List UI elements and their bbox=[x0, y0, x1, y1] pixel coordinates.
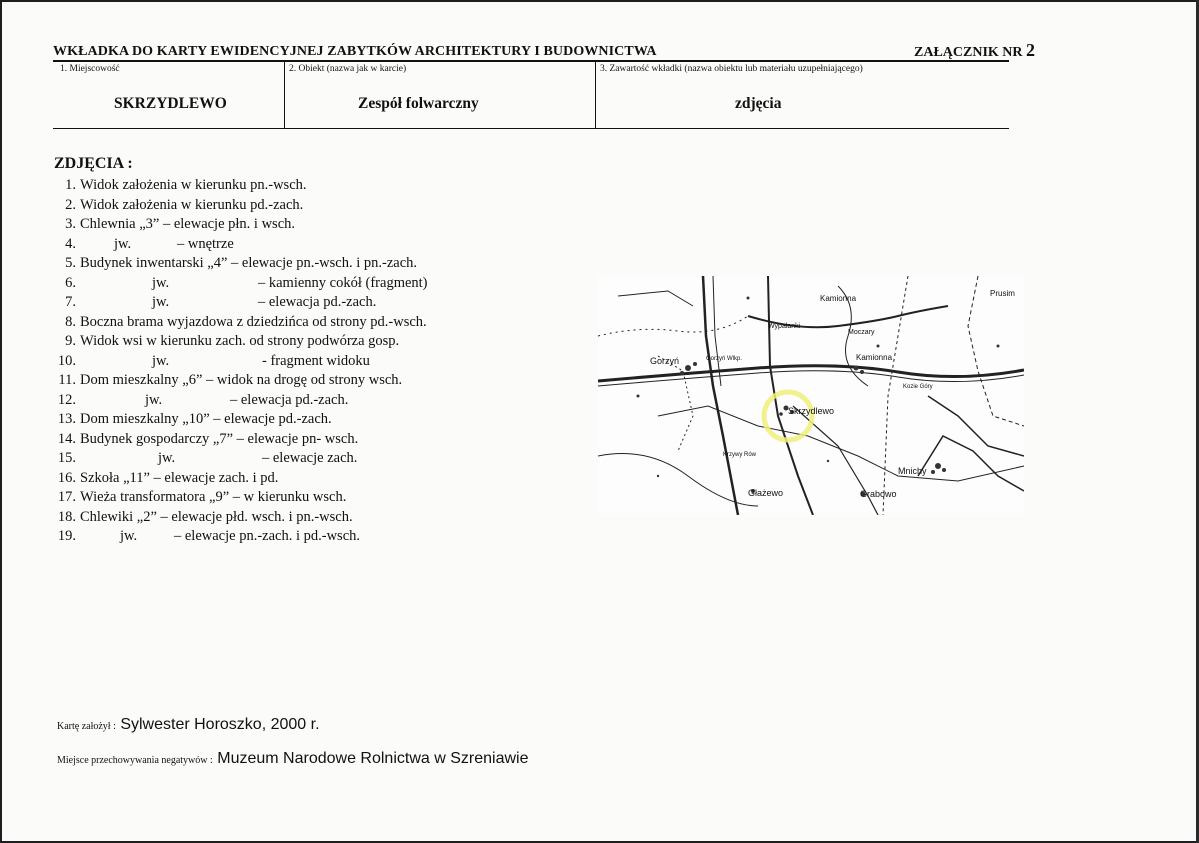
field-value-locality: SKRZYDLEWO bbox=[114, 95, 227, 112]
document-title: WKŁADKA DO KARTY EWIDENCYJNEJ ZABYTKÓW ARCHITEKTURY I BUDOWNICTWA bbox=[53, 44, 657, 59]
section-title: ZDJĘCIA : bbox=[54, 155, 133, 172]
field-label-object: 2. Obiekt (nazwa jak w karcie) bbox=[289, 64, 407, 74]
map-label: Wypalanki bbox=[768, 323, 801, 330]
storage-label: Miejsce przechowywania negatywów : bbox=[57, 755, 213, 766]
map-label: Kamionna bbox=[820, 294, 857, 303]
annex-label-text: ZAŁĄCZNIK NR bbox=[914, 45, 1023, 60]
location-map bbox=[598, 276, 1024, 515]
annex-label bbox=[914, 40, 1035, 61]
map-label: Mnichy bbox=[898, 466, 927, 476]
document-sheet: WKŁADKA DO KARTY EWIDENCYJNEJ ZABYTKÓW ARCHITEKTURY I BUDOWNICTWA ZAŁĄCZNIK NR 2 1. Miejscowość SKRZYDLEWO 2. Obiekt (nazwa jak w karcie) Zespół folwarczny 3. Zawartość wkładki (nazwa obiektu lub materiału uzupełniającego) zdjęcia ZDJĘCIA : 1. Widok założenia w kierunku pn.-wsch. 2. Widok założenia w kierunku pd.-zach. 3. Chlewnia „3” – elewacje płn. i wsch. 4. jw. – wnętrze 5. Budynek inwentarski „4” – elewacje pn.-wsch. i pn.-zach. 6. jw. – kamienny cokół (fragment) 7. jw. – elewacja pd.-zach. 8. Boczna brama wyjazdowa z dziedzińca od strony pd.-wsch. 9. Widok wsi w kierunku zach. od strony podwórza gosp. 10. jw. - fragment widoku 11. Dom mieszkalny „6” – widok na drogę od strony wsch. 12. jw. – elewacja pd.-zach. 13. Dom mieszkalny „10” – elewacje pd.-zach. 14. Budynek gospodarczy „7” – elewacje pn- wsch. 15. jw. – elewacje zach. 16. Szkoła „11” – elewacje zach. i pd. 17. Wieża transformatora „9” – w kierunku wsch. 18. Chlewiki „2” – elewacje płd. wsch. i pn.-wsch. 19. jw. – elewacje pn.-zach. i pd.-wsch. Kamionna Wypalanki Moczary Kamionna Gorzyń Gorzyń Wlkp. Prusim Kozie Góry Skrzydlewo Mnichy Głażewo Grabowo Krzywy Rów Kartę założył : Sylwester Horoszko, 2000 r. Miejsce przechowywania negatywów : Muzeum Narodowe Rolnictwa w Szreniawie bbox=[2, 2, 1197, 841]
map-label: Gorzyń Wlkp. bbox=[706, 356, 743, 362]
author-value: Sylwester Horoszko, 2000 r. bbox=[120, 716, 320, 733]
map-label: Grabowo bbox=[860, 489, 897, 499]
map-label: Gorzyń bbox=[650, 356, 680, 366]
map-label: Kamionna bbox=[856, 353, 893, 362]
header-top-rule bbox=[53, 60, 1009, 62]
storage-line bbox=[57, 750, 528, 768]
field-divider-2 bbox=[595, 61, 596, 129]
author-line bbox=[57, 716, 320, 734]
map-label: Moczary bbox=[848, 329, 875, 336]
annex-number: 2 bbox=[1026, 40, 1036, 60]
storage-value: Muzeum Narodowe Rolnictwa w Szreniawie bbox=[217, 750, 529, 767]
field-value-content: zdjęcia bbox=[735, 95, 782, 112]
author-label: Kartę założył : bbox=[57, 721, 116, 732]
map-label: Prusim bbox=[990, 289, 1015, 298]
field-label-content: 3. Zawartość wkładki (nazwa obiektu lub materiału uzupełniającego) bbox=[600, 64, 863, 74]
map-label: Krzywy Rów bbox=[723, 452, 757, 458]
map-label: Głażewo bbox=[748, 488, 784, 498]
map-drawing bbox=[598, 276, 1024, 515]
field-value-object: Zespół folwarczny bbox=[358, 95, 479, 112]
map-label: Skrzydlewo bbox=[788, 406, 835, 416]
field-divider-1 bbox=[284, 61, 285, 129]
header-bottom-rule bbox=[53, 128, 1009, 129]
field-label-locality: 1. Miejscowość bbox=[60, 64, 120, 74]
map-label: Kozie Góry bbox=[903, 384, 933, 390]
